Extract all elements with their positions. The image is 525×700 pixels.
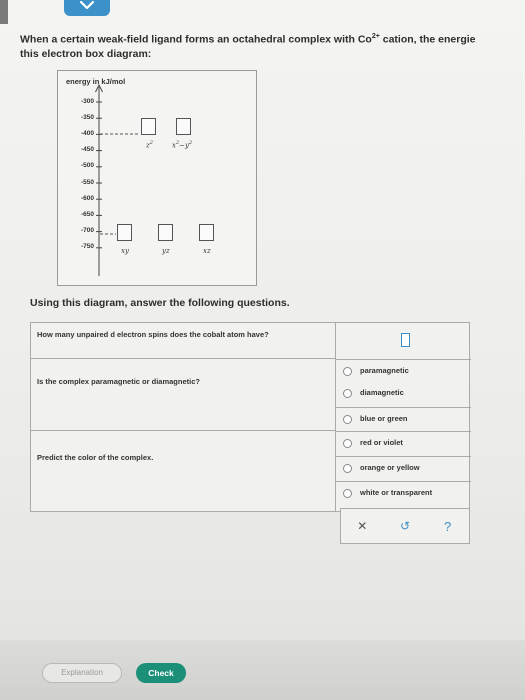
charge-superscript: 2+ <box>371 33 380 40</box>
option-blue-or-green[interactable] <box>336 407 471 430</box>
radio-red-or-violet[interactable] <box>343 439 352 448</box>
collapse-chevron-button[interactable] <box>64 0 110 16</box>
tick-label: -300 <box>80 97 94 105</box>
tick-label: -600 <box>80 194 94 202</box>
tick-label: -550 <box>80 178 94 186</box>
orbital-label-xy: xy <box>121 247 129 255</box>
option-orange-or-yellow[interactable] <box>336 456 471 479</box>
option-label: orange or yellow <box>360 463 420 472</box>
tick-label: -750 <box>80 243 94 251</box>
answer-actions-bar <box>340 508 470 544</box>
help-button[interactable] <box>437 515 459 537</box>
option-label: red or violet <box>360 438 403 447</box>
chevron-down-icon <box>79 0 95 10</box>
window-edge <box>0 0 8 24</box>
electron-box-diagram <box>57 70 257 286</box>
radio-paramagnetic[interactable] <box>343 367 352 376</box>
question-row-3 <box>31 431 335 513</box>
question-text-after: cation, the energie <box>379 33 476 46</box>
undo-icon: ↺ <box>399 519 411 533</box>
undo-button[interactable] <box>394 515 416 537</box>
question-row-2 <box>31 359 335 431</box>
orbital-label-x2-y2: $x^2-y^2$ <box>172 140 193 150</box>
radio-diamagnetic[interactable] <box>343 389 352 398</box>
tick-label: -350 <box>80 113 94 121</box>
question-3-text: Predict the color of the complex. <box>37 453 154 462</box>
instructions-heading: Using this diagram, answer the following questions. <box>30 297 290 309</box>
answers-column <box>336 323 471 511</box>
check-button[interactable]: Check <box>136 663 186 683</box>
orbital-label-z2: $z^2$ <box>146 140 153 150</box>
orbital-label-yz: yz <box>162 247 170 255</box>
answer-table <box>30 322 470 512</box>
orbital-box-xy[interactable] <box>117 224 132 241</box>
orbital-box-z2[interactable] <box>141 118 156 135</box>
tick-label: -500 <box>80 162 94 170</box>
orbital-box-x2-y2[interactable] <box>176 118 191 135</box>
tick-label: -400 <box>80 129 94 137</box>
option-label: paramagnetic <box>360 366 409 375</box>
option-red-or-violet[interactable] <box>336 431 471 454</box>
explanation-button[interactable]: Explanation <box>42 663 122 683</box>
orbital-box-yz[interactable] <box>158 224 173 241</box>
energy-axis-title: energy in kJ/mol <box>66 77 126 86</box>
clear-button[interactable] <box>351 515 373 537</box>
question-text-before: When a certain weak-field ligand forms an octahedral complex with Co <box>20 33 372 46</box>
option-label: blue or green <box>360 414 408 423</box>
option-paramagnetic[interactable] <box>336 359 471 382</box>
tick-label: -450 <box>80 146 94 154</box>
question-prompt <box>20 30 525 61</box>
option-label: white or transparent <box>360 488 433 497</box>
unpaired-spins-input[interactable] <box>401 333 410 347</box>
orbital-label-xz: xz <box>203 247 211 255</box>
close-icon: ✕ <box>357 519 368 533</box>
option-white-or-transparent[interactable] <box>336 481 471 504</box>
radio-blue-or-green[interactable] <box>343 415 352 424</box>
question-text-line2: this electron box diagram: <box>20 47 152 60</box>
option-label: diamagnetic <box>360 388 404 397</box>
question-row-1 <box>31 323 335 359</box>
questions-column <box>31 323 336 511</box>
question-2-text: Is the complex paramagnetic or diamagnetic? <box>37 377 200 386</box>
question-1-text: How many unpaired d electron spins does the cobalt atom have? <box>37 330 269 339</box>
tick-label: -650 <box>80 210 94 218</box>
orbital-box-xz[interactable] <box>199 224 214 241</box>
radio-orange-or-yellow[interactable] <box>343 464 352 473</box>
option-diamagnetic[interactable] <box>336 382 471 405</box>
tick-label: -700 <box>80 227 94 235</box>
radio-white-or-transparent[interactable] <box>343 489 352 498</box>
help-icon: ? <box>444 518 452 534</box>
